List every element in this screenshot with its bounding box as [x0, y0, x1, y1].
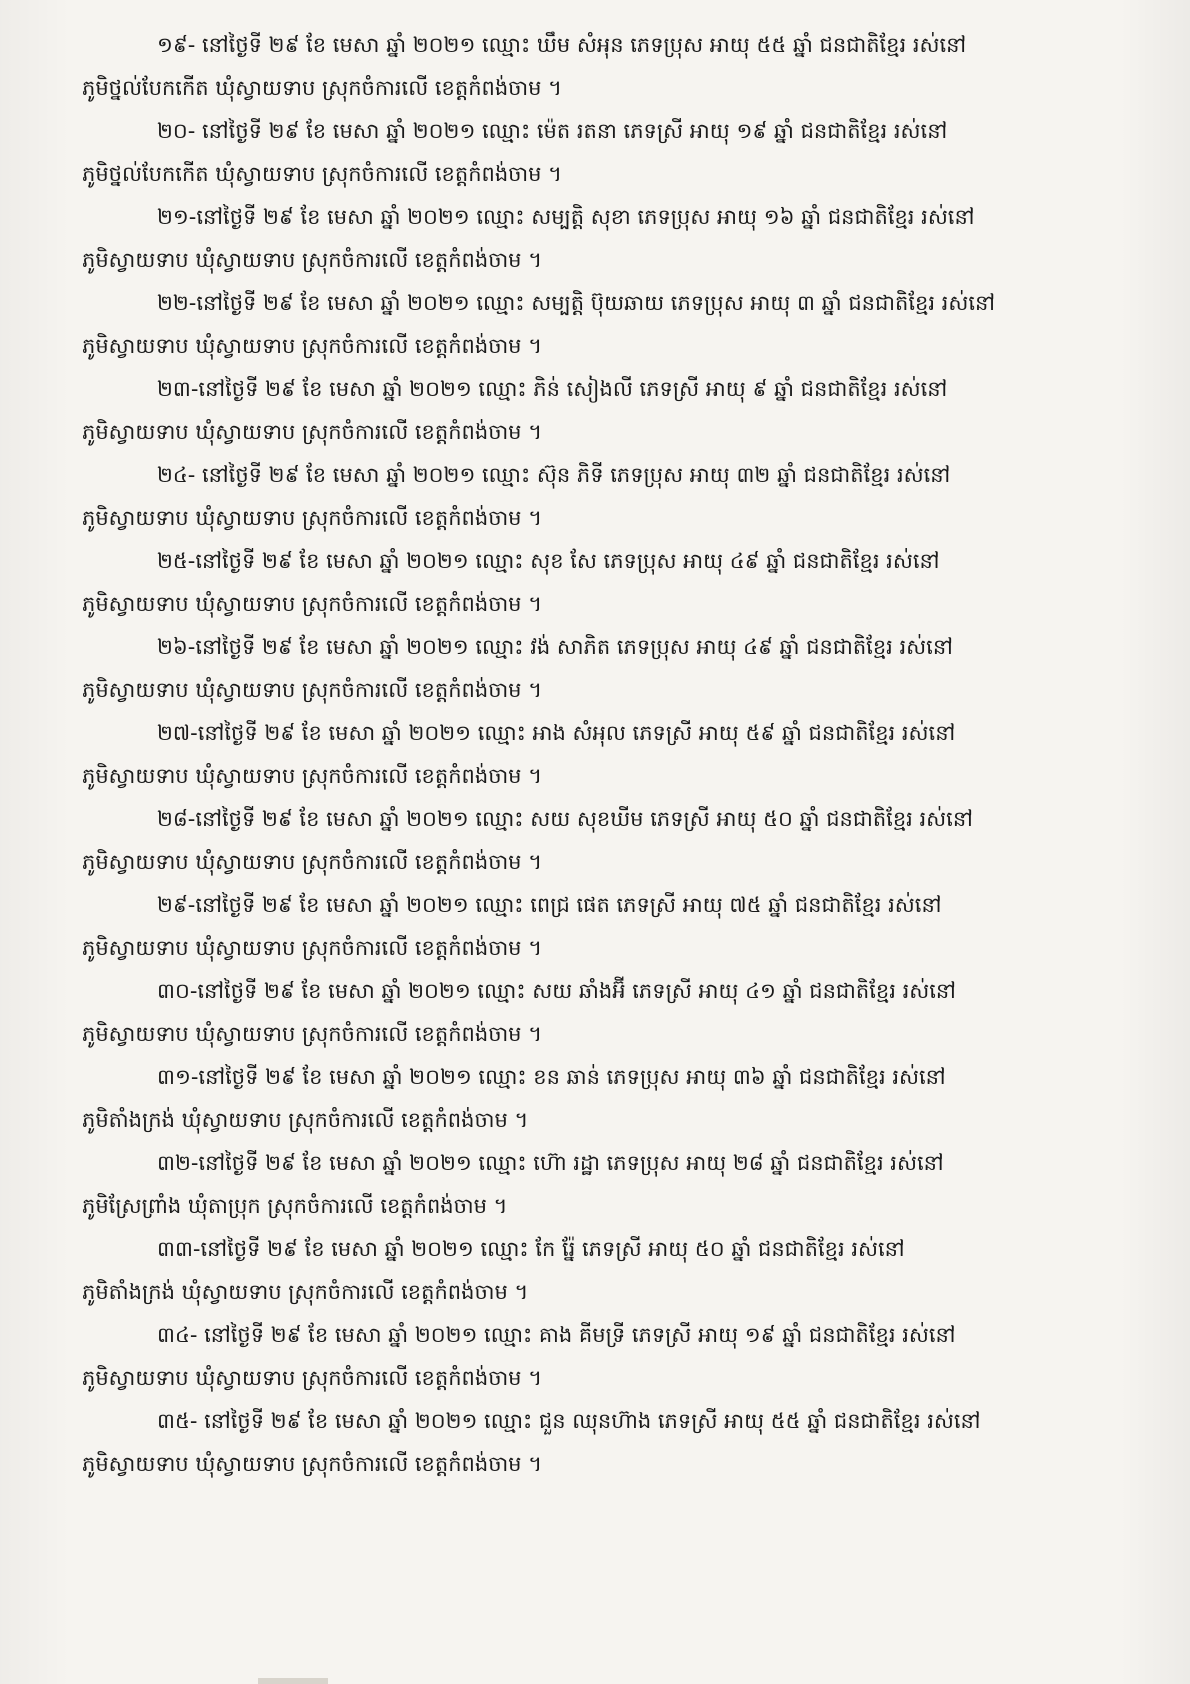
entry-line-2: ភូមិតាំងក្រង់ ឃុំស្វាយទាប ស្រុកចំការលើ ខេត្តកំពង់ចាម ។: [82, 1108, 529, 1132]
entry-line-2: ភូមិស្វាយទាប ឃុំស្វាយទាប ស្រុកចំការលើ ខេត្តកំពង់ចាម ។: [82, 334, 543, 358]
entry-line-2: ភូមិស្វាយទាប ឃុំស្វាយទាប ស្រុកចំការលើ ខេត្តកំពង់ចាម ។: [82, 506, 543, 530]
page-edge-mark: [258, 1678, 328, 1684]
entry-line-1: ៣០-នៅថ្ងៃទី ២៩ ខែ មេសា ឆ្នាំ ២០២១ ឈ្មោះ សយ ឆាំងអ៊ី ភេទស្រី អាយុ ៤១ ឆ្នាំ ជនជាតិខ្មែរ រស់នៅ: [157, 979, 956, 1003]
entry-line-1: ៣២-នៅថ្ងៃទី ២៩ ខែ មេសា ឆ្នាំ ២០២១ ឈ្មោះ ហ៊ោ រដ្ឋា ភេទប្រុស អាយុ ២៨ ឆ្នាំ ជនជាតិខ្មែរ រស់នៅ: [157, 1151, 944, 1175]
entry-line-2: ភូមិតាំងក្រង់ ឃុំស្វាយទាប ស្រុកចំការលើ ខេត្តកំពង់ចាម ។: [82, 1280, 529, 1304]
entry-line-2: ភូមិស្វាយទាប ឃុំស្វាយទាប ស្រុកចំការលើ ខេត្តកំពង់ចាម ។: [82, 248, 543, 272]
entry-line-1: ៣៣-នៅថ្ងៃទី ២៩ ខែ មេសា ឆ្នាំ ២០២១ ឈ្មោះ កែ រ៉ែ្ន ភេទស្រី អាយុ ៥០ ឆ្នាំ ជនជាតិខ្មែរ រស់នៅ: [157, 1237, 905, 1261]
list-item: [82, 1056, 1080, 1142]
list-item: [82, 282, 1080, 368]
entry-list: [82, 24, 1080, 1486]
list-item: [82, 24, 1080, 110]
entry-line-1: ២៨-នៅថ្ងៃទី ២៩ ខែ មេសា ឆ្នាំ ២០២១ ឈ្មោះ សយ សុខឃីម ភេទស្រី អាយុ ៥០ ឆ្នាំ ជនជាតិខ្មែរ រស់នៅ: [157, 807, 973, 831]
list-item: [82, 196, 1080, 282]
entry-line-1: ២៤- នៅថ្ងៃទី ២៩ ខែ មេសា ឆ្នាំ ២០២១ ឈ្មោះ ស៊ុន ភិទី ភេទប្រុស អាយុ ៣២ ឆ្នាំ ជនជាតិខ្មែរ រស់នៅ: [157, 463, 951, 487]
entry-line-1: ៣៤- នៅថ្ងៃទី ២៩ ខែ មេសា ឆ្នាំ ២០២១ ឈ្មោះ គាង គីមទ្រី ភេទស្រី អាយុ ១៩ ឆ្នាំ ជនជាតិខ្មែរ រស់នៅ: [157, 1323, 956, 1347]
list-item: [82, 110, 1080, 196]
entry-line-2: ភូមិថ្នល់បែកកើត ឃុំស្វាយទាប ស្រុកចំការលើ ខេត្តកំពង់ចាម ។: [82, 76, 563, 100]
entry-line-2: ភូមិស្វាយទាប ឃុំស្វាយទាប ស្រុកចំការលើ ខេត្តកំពង់ចាម ។: [82, 936, 543, 960]
entry-line-2: ភូមិស្វាយទាប ឃុំស្វាយទាប ស្រុកចំការលើ ខេត្តកំពង់ចាម ។: [82, 678, 543, 702]
entry-line-1: ៣៥- នៅថ្ងៃទី ២៩ ខែ មេសា ឆ្នាំ ២០២១ ឈ្មោះ ជួន ឈុនហ៊ាង ភេទស្រី អាយុ ៥៥ ឆ្នាំ ជនជាតិខ្មែរ រស់នៅ: [157, 1409, 981, 1433]
entry-line-1: ២៩-នៅថ្ងៃទី ២៩ ខែ មេសា ឆ្នាំ ២០២១ ឈ្មោះ ពេជ្រ ផេត ភេទស្រី អាយុ ៧៥ ឆ្នាំ ជនជាតិខ្មែរ រស់នៅ: [157, 893, 942, 917]
entry-line-2: ភូមិស្វាយទាប ឃុំស្វាយទាប ស្រុកចំការលើ ខេត្តកំពង់ចាម ។: [82, 1366, 543, 1390]
entry-line-1: ២០- នៅថ្ងៃទី ២៩ ខែ មេសា ឆ្នាំ ២០២១ ឈ្មោះ ម៉េត រតនា ភេទស្រី អាយុ ១៩ ឆ្នាំ ជនជាតិខ្មែរ រស់នៅ: [157, 119, 948, 143]
entry-line-1: ២១-នៅថ្ងៃទី ២៩ ខែ មេសា ឆ្នាំ ២០២១ ឈ្មោះ សម្បត្តិ សុខា ភេទប្រុស អាយុ ១៦ ឆ្នាំ ជនជាតិខ្មែរ រស់នៅ: [157, 205, 975, 229]
list-item: [82, 798, 1080, 884]
list-item: [82, 884, 1080, 970]
list-item: [82, 626, 1080, 712]
entry-line-2: ភូមិស្វាយទាប ឃុំស្វាយទាប ស្រុកចំការលើ ខេត្តកំពង់ចាម ។: [82, 592, 543, 616]
list-item: [82, 1228, 1080, 1314]
list-item: [82, 970, 1080, 1056]
entry-line-1: ១៩- នៅថ្ងៃទី ២៩ ខែ មេសា ឆ្នាំ ២០២១ ឈ្មោះ ឃឹម សំអុន ភេទប្រុស អាយុ ៥៥ ឆ្នាំ ជនជាតិខ្មែរ រស់នៅ: [157, 33, 967, 57]
entry-line-1: ២២-នៅថ្ងៃទី ២៩ ខែ មេសា ឆ្នាំ ២០២១ ឈ្មោះ សម្បត្តិ ប៊ុយឆាយ ភេទប្រុស អាយុ ៣ ឆ្នាំ ជនជាតិខ្មែរ រស់នៅ: [157, 291, 995, 315]
entry-line-2: ភូមិស្វាយទាប ឃុំស្វាយទាប ស្រុកចំការលើ ខេត្តកំពង់ចាម ។: [82, 764, 543, 788]
entry-line-2: ភូមិស្រែព្រាំង ឃុំតាប្រុក ស្រុកចំការលើ ខេត្តកំពង់ចាម ។: [82, 1194, 508, 1218]
list-item: [82, 1400, 1080, 1486]
entry-line-2: ភូមិស្វាយទាប ឃុំស្វាយទាប ស្រុកចំការលើ ខេត្តកំពង់ចាម ។: [82, 1022, 543, 1046]
entry-line-1: ២៦-នៅថ្ងៃទី ២៩ ខែ មេសា ឆ្នាំ ២០២១ ឈ្មោះ វង់ សាភិត ភេទប្រុស អាយុ ៤៩ ឆ្នាំ ជនជាតិខ្មែរ រស់នៅ: [157, 635, 953, 659]
entry-line-1: ២៣-នៅថ្ងៃទី ២៩ ខែ មេសា ឆ្នាំ ២០២១ ឈ្មោះ ភិន់ សៀងលី ភេទស្រី អាយុ ៩ ឆ្នាំ ជនជាតិខ្មែរ រស់នៅ: [157, 377, 948, 401]
entry-line-2: ភូមិស្វាយទាប ឃុំស្វាយទាប ស្រុកចំការលើ ខេត្តកំពង់ចាម ។: [82, 420, 543, 444]
list-item: [82, 368, 1080, 454]
list-item: [82, 1142, 1080, 1228]
entry-line-1: ២៥-នៅថ្ងៃទី ២៩ ខែ មេសា ឆ្នាំ ២០២១ ឈ្មោះ សុខ សែ ភេទប្រុស អាយុ ៤៩ ឆ្នាំ ជនជាតិខ្មែរ រស់នៅ: [157, 549, 940, 573]
list-item: [82, 540, 1080, 626]
list-item: [82, 454, 1080, 540]
entry-line-2: ភូមិស្វាយទាប ឃុំស្វាយទាប ស្រុកចំការលើ ខេត្តកំពង់ចាម ។: [82, 850, 543, 874]
entry-line-2: ភូមិស្វាយទាប ឃុំស្វាយទាប ស្រុកចំការលើ ខេត្តកំពង់ចាម ។: [82, 1452, 543, 1476]
entry-line-1: ៣១-នៅថ្ងៃទី ២៩ ខែ មេសា ឆ្នាំ ២០២១ ឈ្មោះ ខន ឆាន់ ភេទប្រុស អាយុ ៣៦ ឆ្នាំ ជនជាតិខ្មែរ រស់នៅ: [157, 1065, 946, 1089]
entry-line-1: ២៧-នៅថ្ងៃទី ២៩ ខែ មេសា ឆ្នាំ ២០២១ ឈ្មោះ អាង សំអុល ភេទស្រី អាយុ ៥៩ ឆ្នាំ ជនជាតិខ្មែរ រស់នៅ: [157, 721, 956, 745]
list-item: [82, 1314, 1080, 1400]
list-item: [82, 712, 1080, 798]
entry-line-2: ភូមិថ្នល់បែកកើត ឃុំស្វាយទាប ស្រុកចំការលើ ខេត្តកំពង់ចាម ។: [82, 162, 563, 186]
